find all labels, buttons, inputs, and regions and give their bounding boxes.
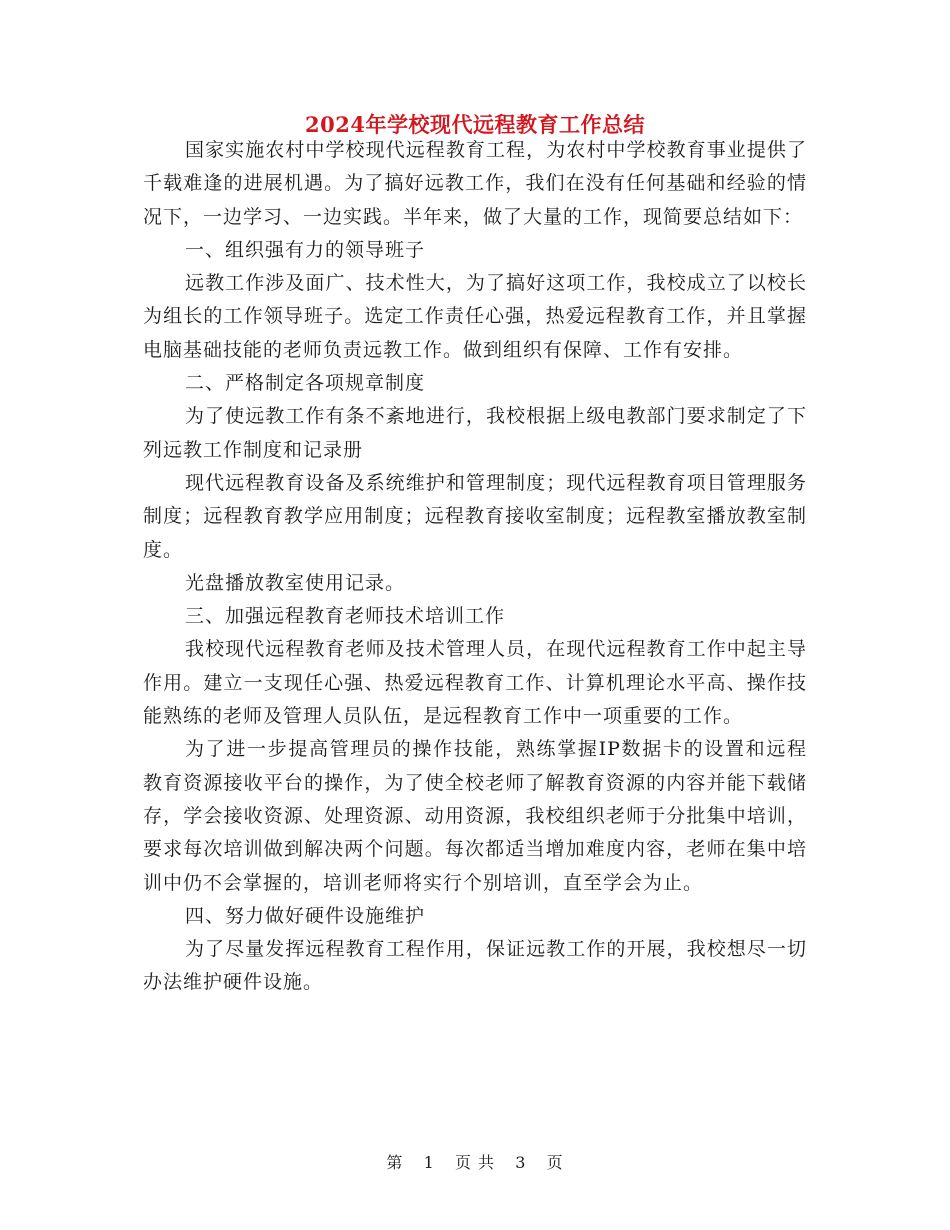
section-heading-2: 二、严格制定各项规章制度	[185, 372, 426, 395]
paragraph: 为了使远教工作有条不紊地进行，我校根据上级电教部门要求制定了下列远教工作制度和记录册	[143, 405, 807, 461]
paragraph: 为了尽量发挥远程教育工程作用，保证远教工作的开展，我校想尽一切办法维护硬件设施。	[143, 938, 807, 994]
total-pages-number: 3	[515, 1153, 527, 1172]
paragraph-intro: 国家实施农村中学校现代远程教育工程，为农村中学校教育事业提供了千载难逢的进展机遇。为了搞好远教工作，我们在没有任何基础和经验的情况下，一边学习、一边实践。半年来，做了大量的工作，现简要总结如下：	[143, 139, 807, 228]
paragraph: 我校现代远程教育老师及技术管理人员，在现代远程教育工作中起主导作用。建立一支现任心强、热爱远程教育工作、计算机理论水平高、操作技能熟练的老师及管理人员队伍，是远程教育工作中一项重要的工作。	[143, 638, 807, 728]
paragraph: 为了进一步提高管理员的操作技能，熟练掌握IP数据卡的设置和远程教育资源接收平台的操作，为了使全校老师了解教育资源的内容并能下载储存，学会接收资源、处理资源、动用资源，我校组织老师于分批集中培训，要求每次培训做到解决两个问题。每次都适当增加难度内容，老师在集中培训中仍不会掌握的，培训老师将实行个别培训，直至学会为止。	[143, 738, 807, 894]
paragraph: 光盘播放教室使用记录。	[185, 571, 406, 594]
page-footer	[0, 1152, 950, 1174]
page-label-mid: 页 共	[454, 1153, 496, 1172]
current-page-number: 1	[423, 1153, 435, 1172]
document-title: 2024年学校现代远程教育工作总结	[305, 112, 645, 137]
page-label-prefix: 第	[386, 1153, 404, 1172]
section-heading-4: 四、努力做好硬件设施维护	[185, 904, 426, 927]
paragraph: 远教工作涉及面广、技术性大，为了搞好这项工作，我校成立了以校长为组长的工作领导班子。选定工作责任心强，热爱远程教育工作，并且掌握电脑基础技能的老师负责远教工作。做到组织有保障、工作有安排。	[143, 272, 807, 361]
paragraph: 现代远程教育设备及系统维护和管理制度；现代远程教育项目管理服务制度；远程教育教学应用制度；远程教育接收室制度；远程教室播放教室制度。	[143, 471, 807, 561]
page-label-suffix: 页	[546, 1153, 564, 1172]
section-heading-1: 一、组织强有力的领导班子	[185, 238, 426, 261]
section-heading-3: 三、加强远程教育老师技术培训工作	[185, 605, 506, 628]
document-body	[143, 134, 807, 1000]
